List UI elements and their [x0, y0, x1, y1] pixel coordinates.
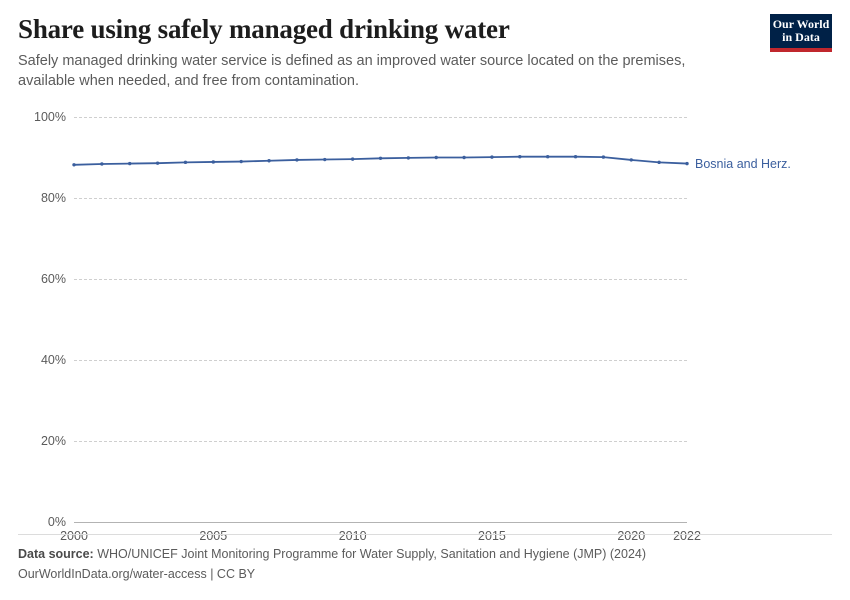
series-point [128, 162, 131, 165]
our-world-in-data-logo[interactable] [770, 14, 832, 52]
owid-link[interactable]: OurWorldInData.org/water-access | CC BY [18, 567, 256, 581]
chart-plot-area [18, 109, 832, 544]
page-title: Share using safely managed drinking water [18, 14, 510, 44]
gridline [74, 279, 687, 280]
gridline [74, 117, 687, 118]
data-source-text: WHO/UNICEF Joint Monitoring Programme for Water Supply, Sanitation and Hygiene (JMP) (2024) [97, 547, 647, 561]
series-point [212, 160, 215, 163]
series-point [574, 155, 577, 158]
y-axis-tick-label: 40% [40, 353, 66, 368]
series-point [657, 161, 660, 164]
series-point [685, 162, 688, 165]
series-point [407, 156, 410, 159]
series-point [435, 156, 438, 159]
x-axis-tick-label: 2022 [673, 529, 701, 544]
chart-header [18, 14, 832, 91]
y-axis-tick-label: 0% [47, 515, 66, 530]
logo-line-1: Our World [772, 17, 830, 31]
line-series-layer [74, 117, 687, 522]
x-axis-tick-label: 2010 [338, 529, 367, 544]
series-point [379, 157, 382, 160]
series-point [490, 155, 493, 158]
x-axis-tick-label: 2020 [617, 529, 646, 544]
series-point [184, 161, 187, 164]
chart-footer [18, 534, 832, 584]
y-axis-tick-label: 60% [40, 272, 66, 287]
y-axis-tick-label: 80% [40, 191, 66, 206]
chart-subtitle: Safely managed drinking water service is defined as an improved water source located on the premises, available when needed, and free from contamination. [18, 53, 686, 90]
data-source-label: Data source: [18, 547, 94, 561]
x-axis-tick-label: 2005 [199, 529, 228, 544]
gridline [74, 522, 687, 523]
series-point [462, 156, 465, 159]
gridline [74, 441, 687, 442]
x-axis-tick-label: 2000 [60, 529, 88, 544]
gridline [74, 360, 687, 361]
y-axis-tick-label: 100% [34, 110, 66, 125]
x-axis-tick-label: 2015 [478, 529, 506, 544]
series-point [630, 158, 633, 161]
data-source-line [18, 544, 832, 564]
plot-inner [34, 110, 791, 544]
series-point [239, 160, 242, 163]
series-point [602, 155, 605, 158]
logo-line-2: in Data [782, 30, 820, 45]
series-point [546, 155, 549, 158]
series-point [323, 158, 326, 161]
series-point [267, 159, 270, 162]
series-point [72, 163, 75, 166]
series-label-bosnia-and-herz[interactable]: Bosnia and Herz. [695, 156, 791, 171]
gridline [74, 198, 687, 199]
series-point [295, 158, 298, 161]
series-point [518, 155, 521, 158]
series-point [156, 162, 159, 165]
license-line [18, 564, 832, 584]
series-point [100, 162, 103, 165]
y-axis-tick-label: 20% [40, 434, 66, 449]
series-point [351, 157, 354, 160]
